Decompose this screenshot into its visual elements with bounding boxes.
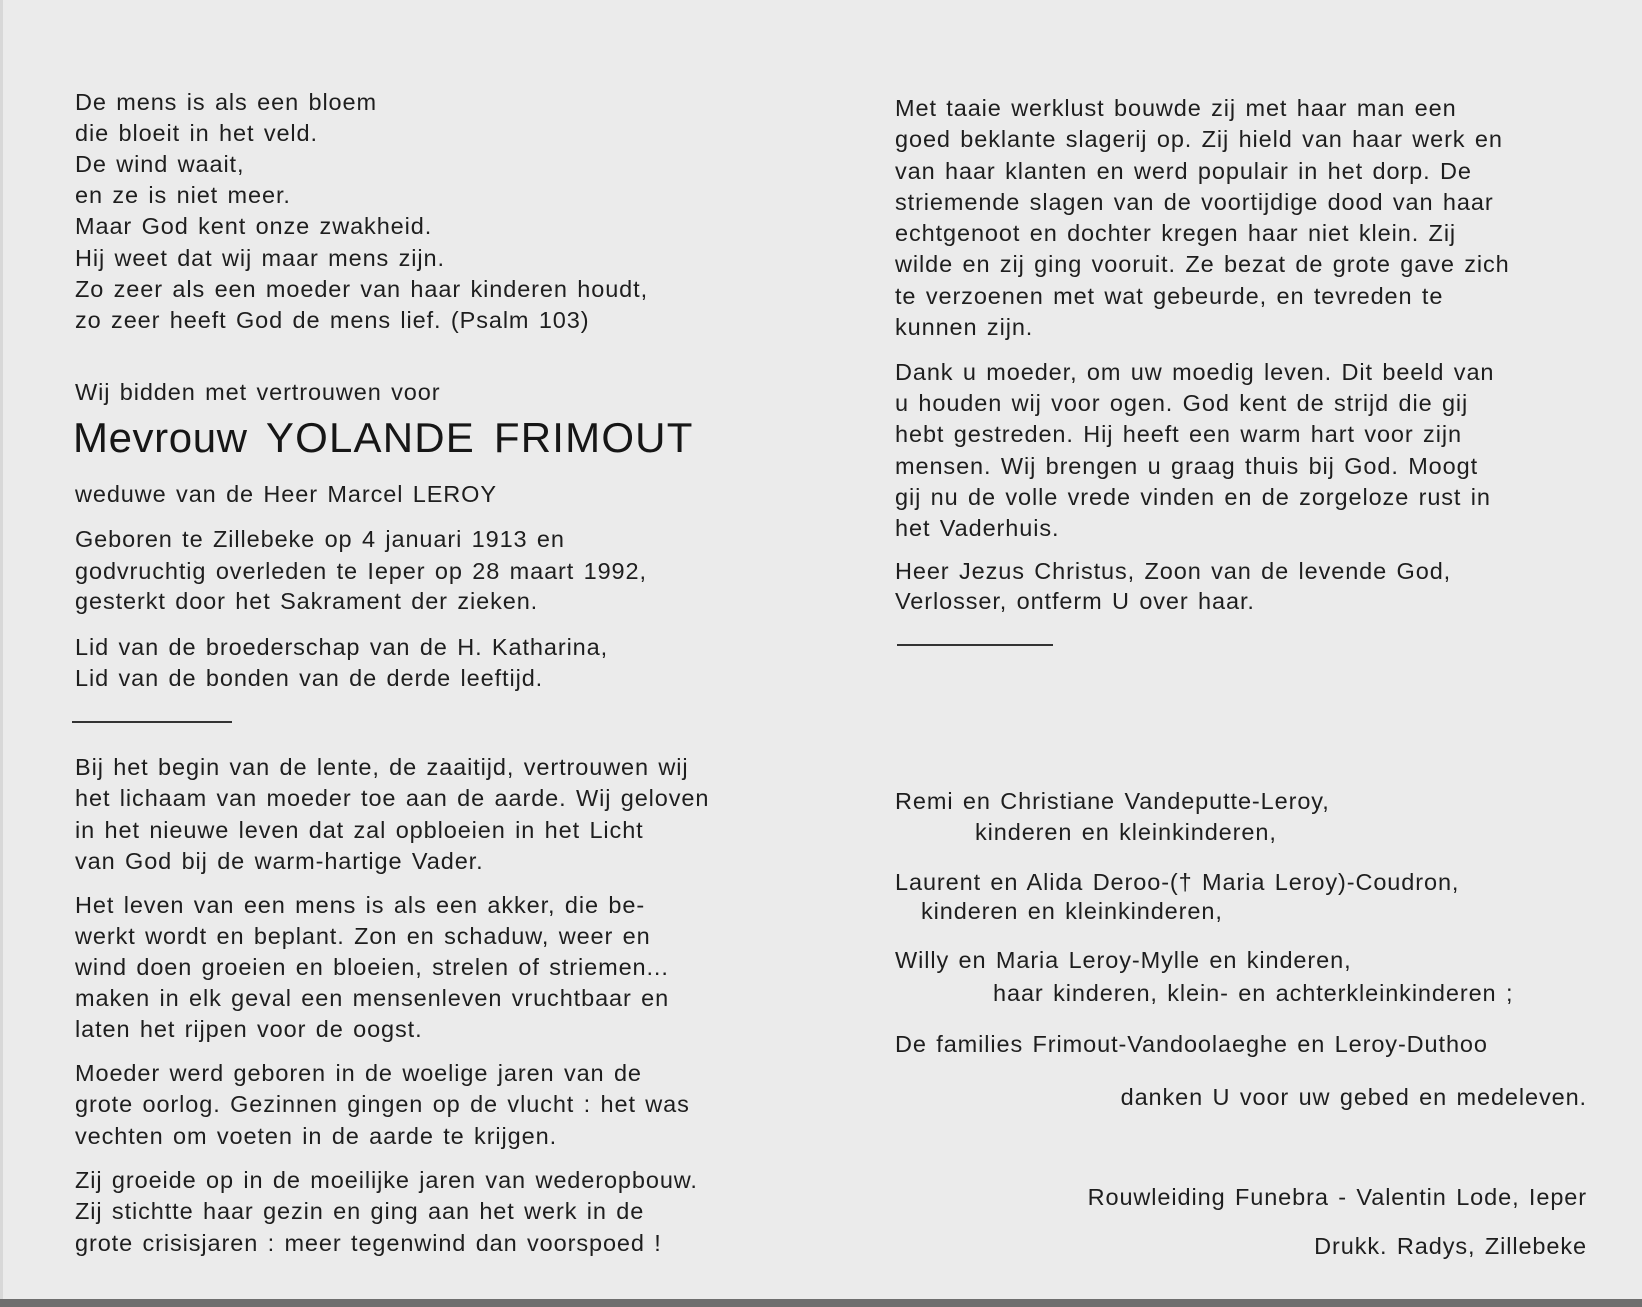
text-line: van God bij de warm-hartige Vader. (75, 848, 484, 874)
text-line: Zij groeide op in de moeilijke jaren van wederopbouw. (75, 1167, 698, 1193)
text-line: werkt wordt en beplant. Zon en schaduw, weer en (75, 923, 651, 949)
text-line: het lichaam van moeder toe aan de aarde. Wij geloven (75, 785, 710, 811)
text-line: in het nieuwe leven dat zal opbloeien in het Licht (75, 817, 644, 843)
membership-line: Lid van de bonden van de derde leeftijd. (75, 665, 544, 691)
text-line: vechten om voeten in de aarde te krijgen. (75, 1123, 558, 1149)
text-line: u houden wij voor ogen. God kent de strijd die gij (895, 390, 1469, 416)
text-line: gij nu de volle vrede vinden en de zorgeloze rust in (895, 484, 1491, 510)
family-name: Willy en Maria Leroy-Mylle en kinderen, (895, 947, 1352, 973)
deceased-name: YOLANDE FRIMOUT (265, 414, 694, 461)
poem-line: Maar God kent onze zwakheid. (75, 213, 433, 239)
sacrament-line: gesterkt door het Sakrament der zieken. (75, 588, 539, 614)
text-line: Bij het begin van de lente, de zaaitijd, vertrouwen wij (75, 754, 689, 780)
families-line: De families Frimout-Vandoolaeghe en Leroy-Duthoo (895, 1031, 1488, 1057)
text-line: striemende slagen van de voortijdige dood van haar (895, 189, 1494, 215)
poem-line: Hij weet dat wij maar mens zijn. (75, 245, 445, 271)
text-line: wind doen groeien en bloeien, strelen of striemen... (75, 954, 669, 980)
family-name: Remi en Christiane Vandeputte-Leroy, (895, 788, 1330, 814)
poem-line: De wind waait, (75, 151, 245, 177)
text-line: Dank u moeder, om uw moedig leven. Dit beeld van (895, 359, 1495, 385)
prayer-line: Verlosser, ontferm U over haar. (895, 588, 1255, 614)
thanks-line: danken U voor uw gebed en medeleven. (1120, 1084, 1587, 1110)
birth-line: Geboren te Zillebeke op 4 januari 1913 en (75, 526, 565, 552)
printer-line: Drukk. Radys, Zillebeke (1314, 1233, 1587, 1259)
title-prefix: Mevrouw (73, 414, 248, 461)
family-name: Laurent en Alida Deroo-(† Maria Leroy)-Coudron, (895, 869, 1460, 895)
poem-line: De mens is als een bloem (75, 89, 377, 115)
death-line: godvruchtig overleden te Ieper op 28 maart 1992, (75, 558, 647, 584)
text-line: laten het rijpen voor de oogst. (75, 1016, 423, 1042)
text-line: wilde en zij ging vooruit. Ze bezat de grote gave zich (895, 251, 1510, 277)
text-line: Met taaie werklust bouwde zij met haar man een (895, 95, 1457, 121)
right-divider (897, 644, 1053, 646)
poem-line: zo zeer heeft God de mens lief. (Psalm 103) (75, 307, 590, 333)
family-sub: haar kinderen, klein- en achterkleinkinderen ; (993, 980, 1514, 1006)
text-line: Zij stichtte haar gezin en ging aan het werk in de (75, 1198, 645, 1224)
text-line: van haar klanten en werd populair in het dorp. De (895, 158, 1472, 184)
text-line: mensen. Wij brengen u graag thuis bij God. Moogt (895, 453, 1479, 479)
membership-line: Lid van de broederschap van de H. Katharina, (75, 634, 609, 660)
card-left-edge (0, 0, 3, 1299)
bottom-scan-border (0, 1299, 1642, 1307)
deceased-name-heading (73, 414, 694, 462)
left-divider (72, 721, 232, 723)
prayer-line: Heer Jezus Christus, Zoon van de levende God, (895, 558, 1452, 584)
widow-line: weduwe van de Heer Marcel LEROY (75, 481, 497, 507)
text-line: kunnen zijn. (895, 314, 1034, 340)
text-line: grote oorlog. Gezinnen gingen op de vlucht : het was (75, 1091, 690, 1117)
undertaker-line: Rouwleiding Funebra - Valentin Lode, Ieper (1087, 1184, 1587, 1210)
text-line: echtgenoot en dochter kregen haar niet klein. Zij (895, 220, 1457, 246)
family-sub: kinderen en kleinkinderen, (921, 898, 1223, 924)
text-line: maken in elk geval een mensenleven vruchtbaar en (75, 985, 670, 1011)
text-line: grote crisisjaren : meer tegenwind dan voorspoed ! (75, 1230, 662, 1256)
text-line: goed beklante slagerij op. Zij hield van haar werk en (895, 126, 1503, 152)
text-line: Moeder werd geboren in de woelige jaren van de (75, 1060, 642, 1086)
text-line: Het leven van een mens is als een akker, die be- (75, 892, 646, 918)
poem-line: Zo zeer als een moeder van haar kinderen houdt, (75, 276, 649, 302)
poem-line: die bloeit in het veld. (75, 120, 318, 146)
family-sub: kinderen en kleinkinderen, (975, 819, 1277, 845)
text-line: het Vaderhuis. (895, 515, 1060, 541)
poem-line: en ze is niet meer. (75, 182, 291, 208)
text-line: hebt gestreden. Hij heeft een warm hart voor zijn (895, 421, 1462, 447)
intro-line: Wij bidden met vertrouwen voor (75, 379, 441, 405)
text-line: te verzoenen met wat gebeurde, en tevreden te (895, 283, 1444, 309)
